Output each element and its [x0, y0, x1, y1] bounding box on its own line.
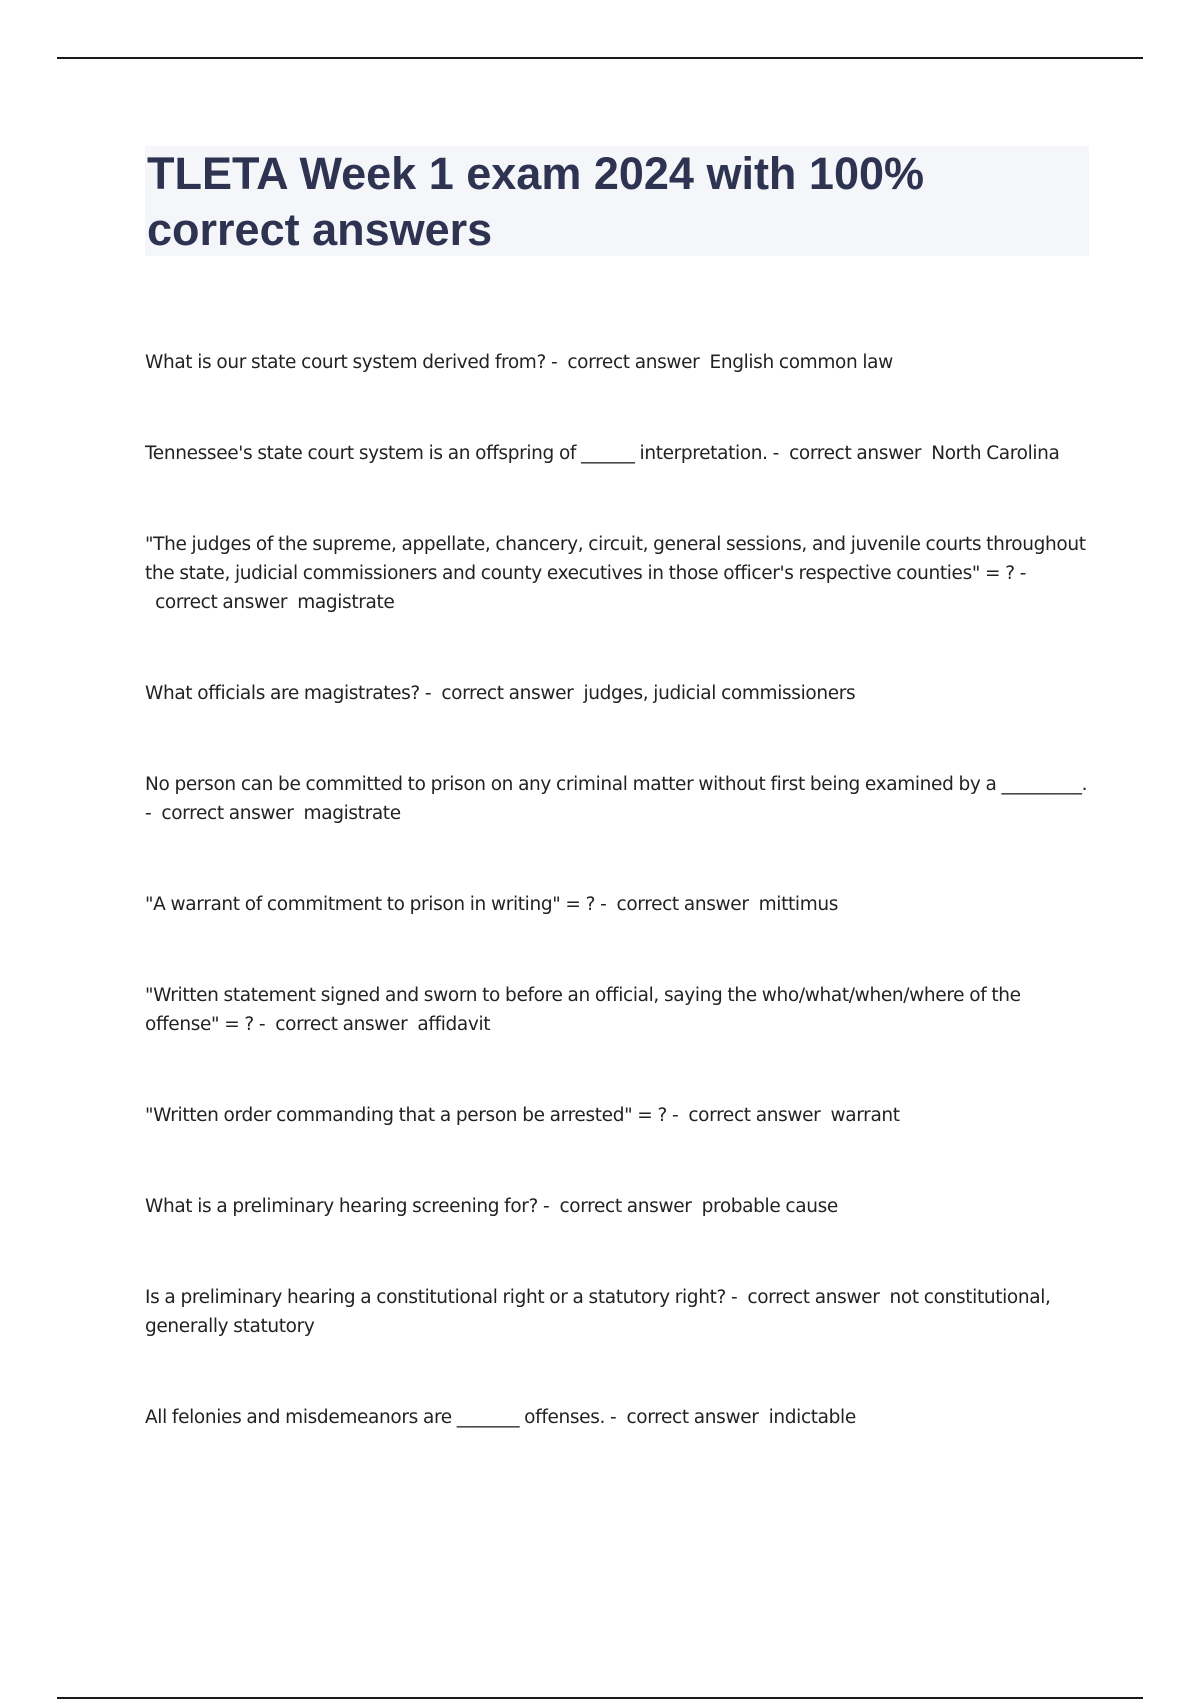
qa-item — [145, 981, 1095, 1039]
answer-marker: correct answer — [567, 352, 700, 373]
answer-marker: correct answer — [155, 592, 288, 613]
bottom-rule — [57, 1697, 1143, 1699]
answer-text: mittimus — [758, 894, 839, 915]
answer-marker: correct answer — [688, 1105, 821, 1126]
document-title: TLETA Week 1 exam 2024 with 100% correct answers — [147, 148, 925, 255]
answer-marker: correct answer — [441, 683, 574, 704]
answer-text: affidavit — [417, 1014, 491, 1035]
question-text: "Written statement signed and sworn to before an official, saying the who/what/when/where of the offense" = ? - — [145, 985, 1021, 1035]
question-text: Tennessee's state court system is an offspring of ______ interpretation. - — [145, 443, 779, 464]
answer-text: North Carolina — [931, 443, 1060, 464]
question-text: "A warrant of commitment to prison in writing" = ? - — [145, 894, 607, 915]
answer-marker: correct answer — [616, 894, 749, 915]
qa-item — [145, 530, 1095, 617]
question-text: Is a preliminary hearing a constitutional right or a statutory right? - — [145, 1287, 738, 1308]
answer-marker: correct answer — [747, 1287, 880, 1308]
question-text: What officials are magistrates? - — [145, 683, 432, 704]
question-text: What is our state court system derived from? - — [145, 352, 558, 373]
top-rule — [57, 57, 1143, 59]
answer-marker: correct answer — [275, 1014, 408, 1035]
answer-text: judges, judicial commissioners — [583, 683, 856, 704]
qa-item — [145, 348, 1095, 377]
question-text: What is a preliminary hearing screening for? - — [145, 1196, 550, 1217]
answer-marker: correct answer — [559, 1196, 692, 1217]
qa-item — [145, 1283, 1095, 1341]
qa-item — [145, 679, 1095, 708]
question-text: No person can be committed to prison on any criminal matter without first being examined by a _________. - — [145, 774, 1088, 824]
answer-text: not constitutional, generally statutory — [145, 1287, 1051, 1337]
answer-text: English common law — [709, 352, 893, 373]
qa-item — [145, 1192, 1095, 1221]
question-text: "The judges of the supreme, appellate, chancery, circuit, general sessions, and juvenile courts throughout the state, judicial commissioners and county executives in those officer's respective counties" = ? - — [145, 534, 1086, 584]
answer-text: magistrate — [303, 803, 401, 824]
qa-list — [145, 348, 1095, 1432]
title-banner — [145, 146, 1089, 256]
question-text: "Written order commanding that a person be arrested" = ? - — [145, 1105, 679, 1126]
answer-text: warrant — [830, 1105, 900, 1126]
answer-text: indictable — [768, 1407, 856, 1428]
qa-item — [145, 1403, 1095, 1432]
answer-text: probable cause — [701, 1196, 838, 1217]
qa-item — [145, 770, 1095, 828]
qa-item — [145, 890, 1095, 919]
answer-marker: correct answer — [789, 443, 922, 464]
question-text: All felonies and misdemeanors are _______ offenses. - — [145, 1407, 617, 1428]
qa-item — [145, 439, 1095, 468]
answer-marker: correct answer — [626, 1407, 759, 1428]
qa-item — [145, 1101, 1095, 1130]
answer-marker: correct answer — [161, 803, 294, 824]
answer-text: magistrate — [297, 592, 395, 613]
